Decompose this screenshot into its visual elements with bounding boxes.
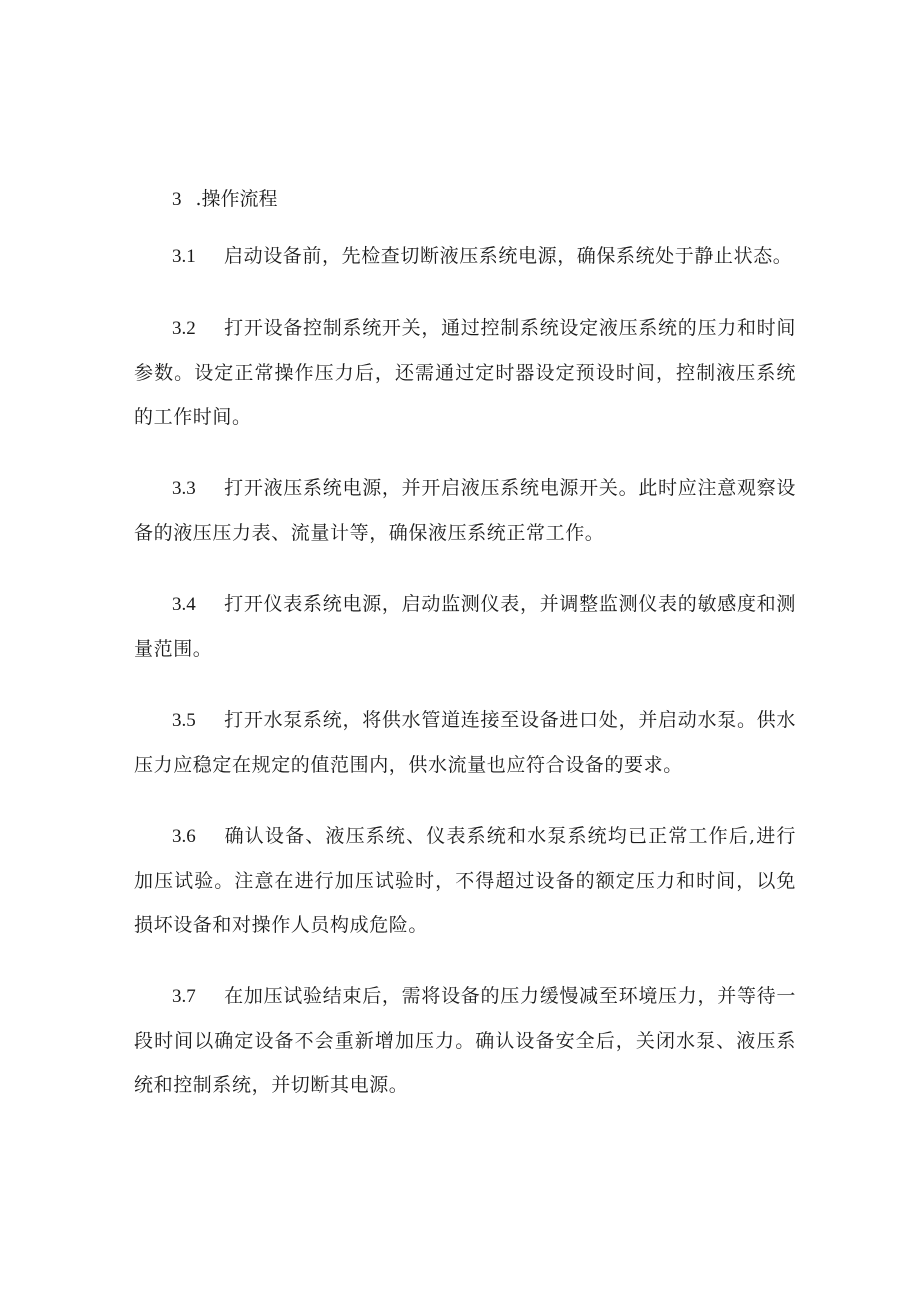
clause-text: 打开液压系统电源，并开启液压系统电源开关。此时应注意观察设备的液压压力表、流量计等，确保液压系统正常工作。 <box>134 477 796 544</box>
clause-number: 3.3 <box>172 478 196 499</box>
clause-number: 3.6 <box>172 826 196 847</box>
clause-number: 3.1 <box>172 246 196 267</box>
clause-3-3 <box>134 466 796 555</box>
section-title: .操作流程 <box>195 188 278 210</box>
clause-3-5 <box>134 698 796 787</box>
clause-text: 打开仪表系统电源，启动监测仪表，并调整监测仪表的敏感度和测量范围。 <box>134 593 796 660</box>
clause-text: 打开设备控制系统开关，通过控制系统设定液压系统的压力和时间参数。设定正常操作压力后，还需通过定时器设定预设时间，控制液压系统的工作时间。 <box>134 317 796 428</box>
clause-3-7 <box>134 974 796 1107</box>
clause-number: 3.5 <box>172 710 196 731</box>
clause-text: 在加压试验结束后，需将设备的压力缓慢减至环境压力，并等待一段时间以确定设备不会重新增加压力。确认设备安全后，关闭水泵、液压系统和控制系统，并切断其电源。 <box>134 985 796 1096</box>
clause-3-4 <box>134 582 796 671</box>
clause-list <box>134 234 796 1134</box>
clause-text: 启动设备前，先检查切断液压系统电源，确保系统处于静止状态。 <box>224 245 793 267</box>
section-number: 3 <box>172 189 182 210</box>
clause-text: 打开水泵系统，将供水管道连接至设备进口处，并启动水泵。供水压力应稳定在规定的值范围内，供水流量也应符合设备的要求。 <box>134 709 796 776</box>
section-heading <box>172 184 278 215</box>
clause-number: 3.7 <box>172 986 196 1007</box>
clause-3-1 <box>134 234 796 279</box>
clause-number: 3.2 <box>172 318 196 339</box>
clause-text: 确认设备、液压系统、仪表系统和水泵系统均已正常工作后,进行加压试验。注意在进行加压试验时，不得超过设备的额定压力和时间，以免损坏设备和对操作人员构成危险。 <box>134 825 796 936</box>
clause-3-2 <box>134 306 796 439</box>
clause-number: 3.4 <box>172 594 196 615</box>
clause-3-6 <box>134 814 796 947</box>
